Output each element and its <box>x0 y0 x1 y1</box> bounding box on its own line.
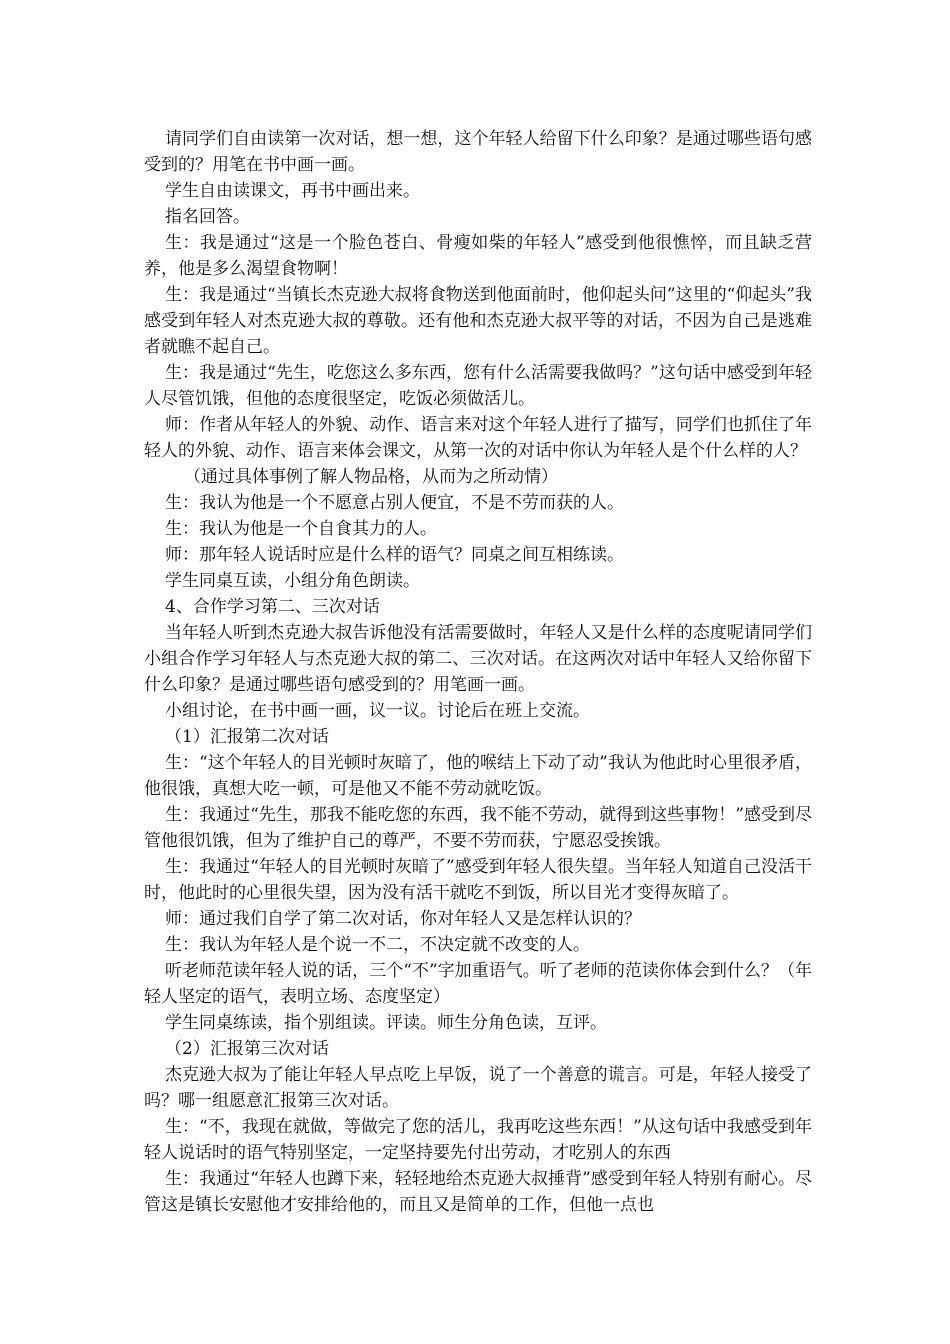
paragraph: 生：我通过“先生，那我不能吃您的东西，我不能不劳动，就得到这些事物！”感受到尽管他很饥饿，但为了维护自己的尊严，不要不劳而获，宁愿忍受挨饿。 <box>144 805 812 851</box>
subsection-heading: （1）汇报第二次对话 <box>165 727 329 747</box>
paragraph: 听老师范读年轻人说的话，三个“不”字加重语气。听了老师的范读你体会到什么？（年轻人坚定的语气，表明立场、态度坚定） <box>144 961 812 1007</box>
paragraph: 生：我是通过“当镇长杰克逊大叔将食物送到他面前时，他仰起头问”这里的“仰起头”我感受到年轻人对杰克逊大叔的尊敬。还有他和杰克逊大叔平等的对话，不因为自己是逃难者就瞧不起自己。 <box>144 285 812 357</box>
paragraph: 师：那年轻人说话时应是什么样的语气？同桌之间互相练读。 <box>165 545 624 565</box>
paragraph: 生：“不，我现在就做，等做完了您的活儿，我再吃这些东西！”从这句话中我感受到年轻人说话时的语气特别坚定，一定坚持要先付出劳动，才吃别人的东西 <box>144 1117 812 1163</box>
paragraph: 学生同桌练读，指个别组读。评读。师生分角色读，互评。 <box>165 1013 607 1033</box>
paragraph: 杰克逊大叔为了能让年轻人早点吃上早饭，说了一个善意的谎言。可是，年轻人接受了吗？哪一组愿意汇报第三次对话。 <box>144 1065 812 1111</box>
paragraph: 生：“这个年轻人的目光顿时灰暗了，他的喉结上下动了动”我认为他此时心里很矛盾，他很饿，真想大吃一顿，可是他又不能不劳动就吃饭。 <box>144 753 812 799</box>
paragraph: 生：我通过“年轻人的目光顿时灰暗了”感受到年轻人很失望。当年轻人知道自己没活干时，他此时的心里很失望，因为没有活干就吃不到饭，所以目光才变得灰暗了。 <box>144 857 812 903</box>
section-heading: 4、合作学习第二、三次对话 <box>165 597 380 617</box>
paragraph: 请同学们自由读第一次对话，想一想，这个年轻人给留下什么印象？是通过哪些语句感受到的？用笔在书中画一画。 <box>144 129 812 175</box>
paragraph: 学生自由读课文，再书中画出来。 <box>165 181 420 201</box>
paragraph: 师：作者从年轻人的外貌、动作、语言来对这个年轻人进行了描写，同学们也抓住了年轻人的外貌、动作、语言来体会课文，从第一次的对话中你认为年轻人是个什么样的人？ <box>144 415 812 461</box>
paragraph: 当年轻人听到杰克逊大叔告诉他没有活需要做时，年轻人又是什么样的态度呢请同学们小组合作学习年轻人与杰克逊大叔的第二、三次对话。在这两次对话中年轻人又给你留下什么印象？是通过哪些语句感受到的？用笔画一画。 <box>144 623 812 695</box>
paragraph: 生：我是通过“先生，吃您这么多东西，您有什么活需要我做吗？”这句话中感受到年轻人尽管饥饿，但他的态度很坚定，吃饭必须做活儿。 <box>144 363 812 409</box>
paragraph: 生：我认为他是一个不愿意占别人便宜，不是不劳而获的人。 <box>165 493 624 513</box>
paragraph: 生：我通过“年轻人也蹲下来，轻轻地给杰克逊大叔捶背”感受到年轻人特别有耐心。尽管这是镇长安慰他才安排给他的，而且又是简单的工作，但他一点也 <box>144 1169 812 1215</box>
subsection-heading: （2）汇报第三次对话 <box>165 1039 329 1059</box>
teaching-note: （通过具体事例了解人物品格，从而为之所动情） <box>184 467 558 487</box>
paragraph: 生：我是通过“这是一个脸色苍白、骨瘦如柴的年轻人”感受到他很憔悴，而且缺乏营养，他是多么渴望食物啊！ <box>144 233 812 279</box>
paragraph: 指名回答。 <box>165 207 250 227</box>
paragraph: 小组讨论，在书中画一画，议一议。讨论后在班上交流。 <box>165 701 590 721</box>
paragraph: 生：我认为年轻人是个说一不二，不决定就不改变的人。 <box>165 935 590 955</box>
paragraph: 生：我认为他是一个自食其力的人。 <box>165 519 437 539</box>
paragraph: 师：通过我们自学了第二次对话，你对年轻人又是怎样认识的？ <box>165 909 641 929</box>
document-body <box>144 126 812 1218</box>
paragraph: 学生同桌互读，小组分角色朗读。 <box>165 571 420 591</box>
